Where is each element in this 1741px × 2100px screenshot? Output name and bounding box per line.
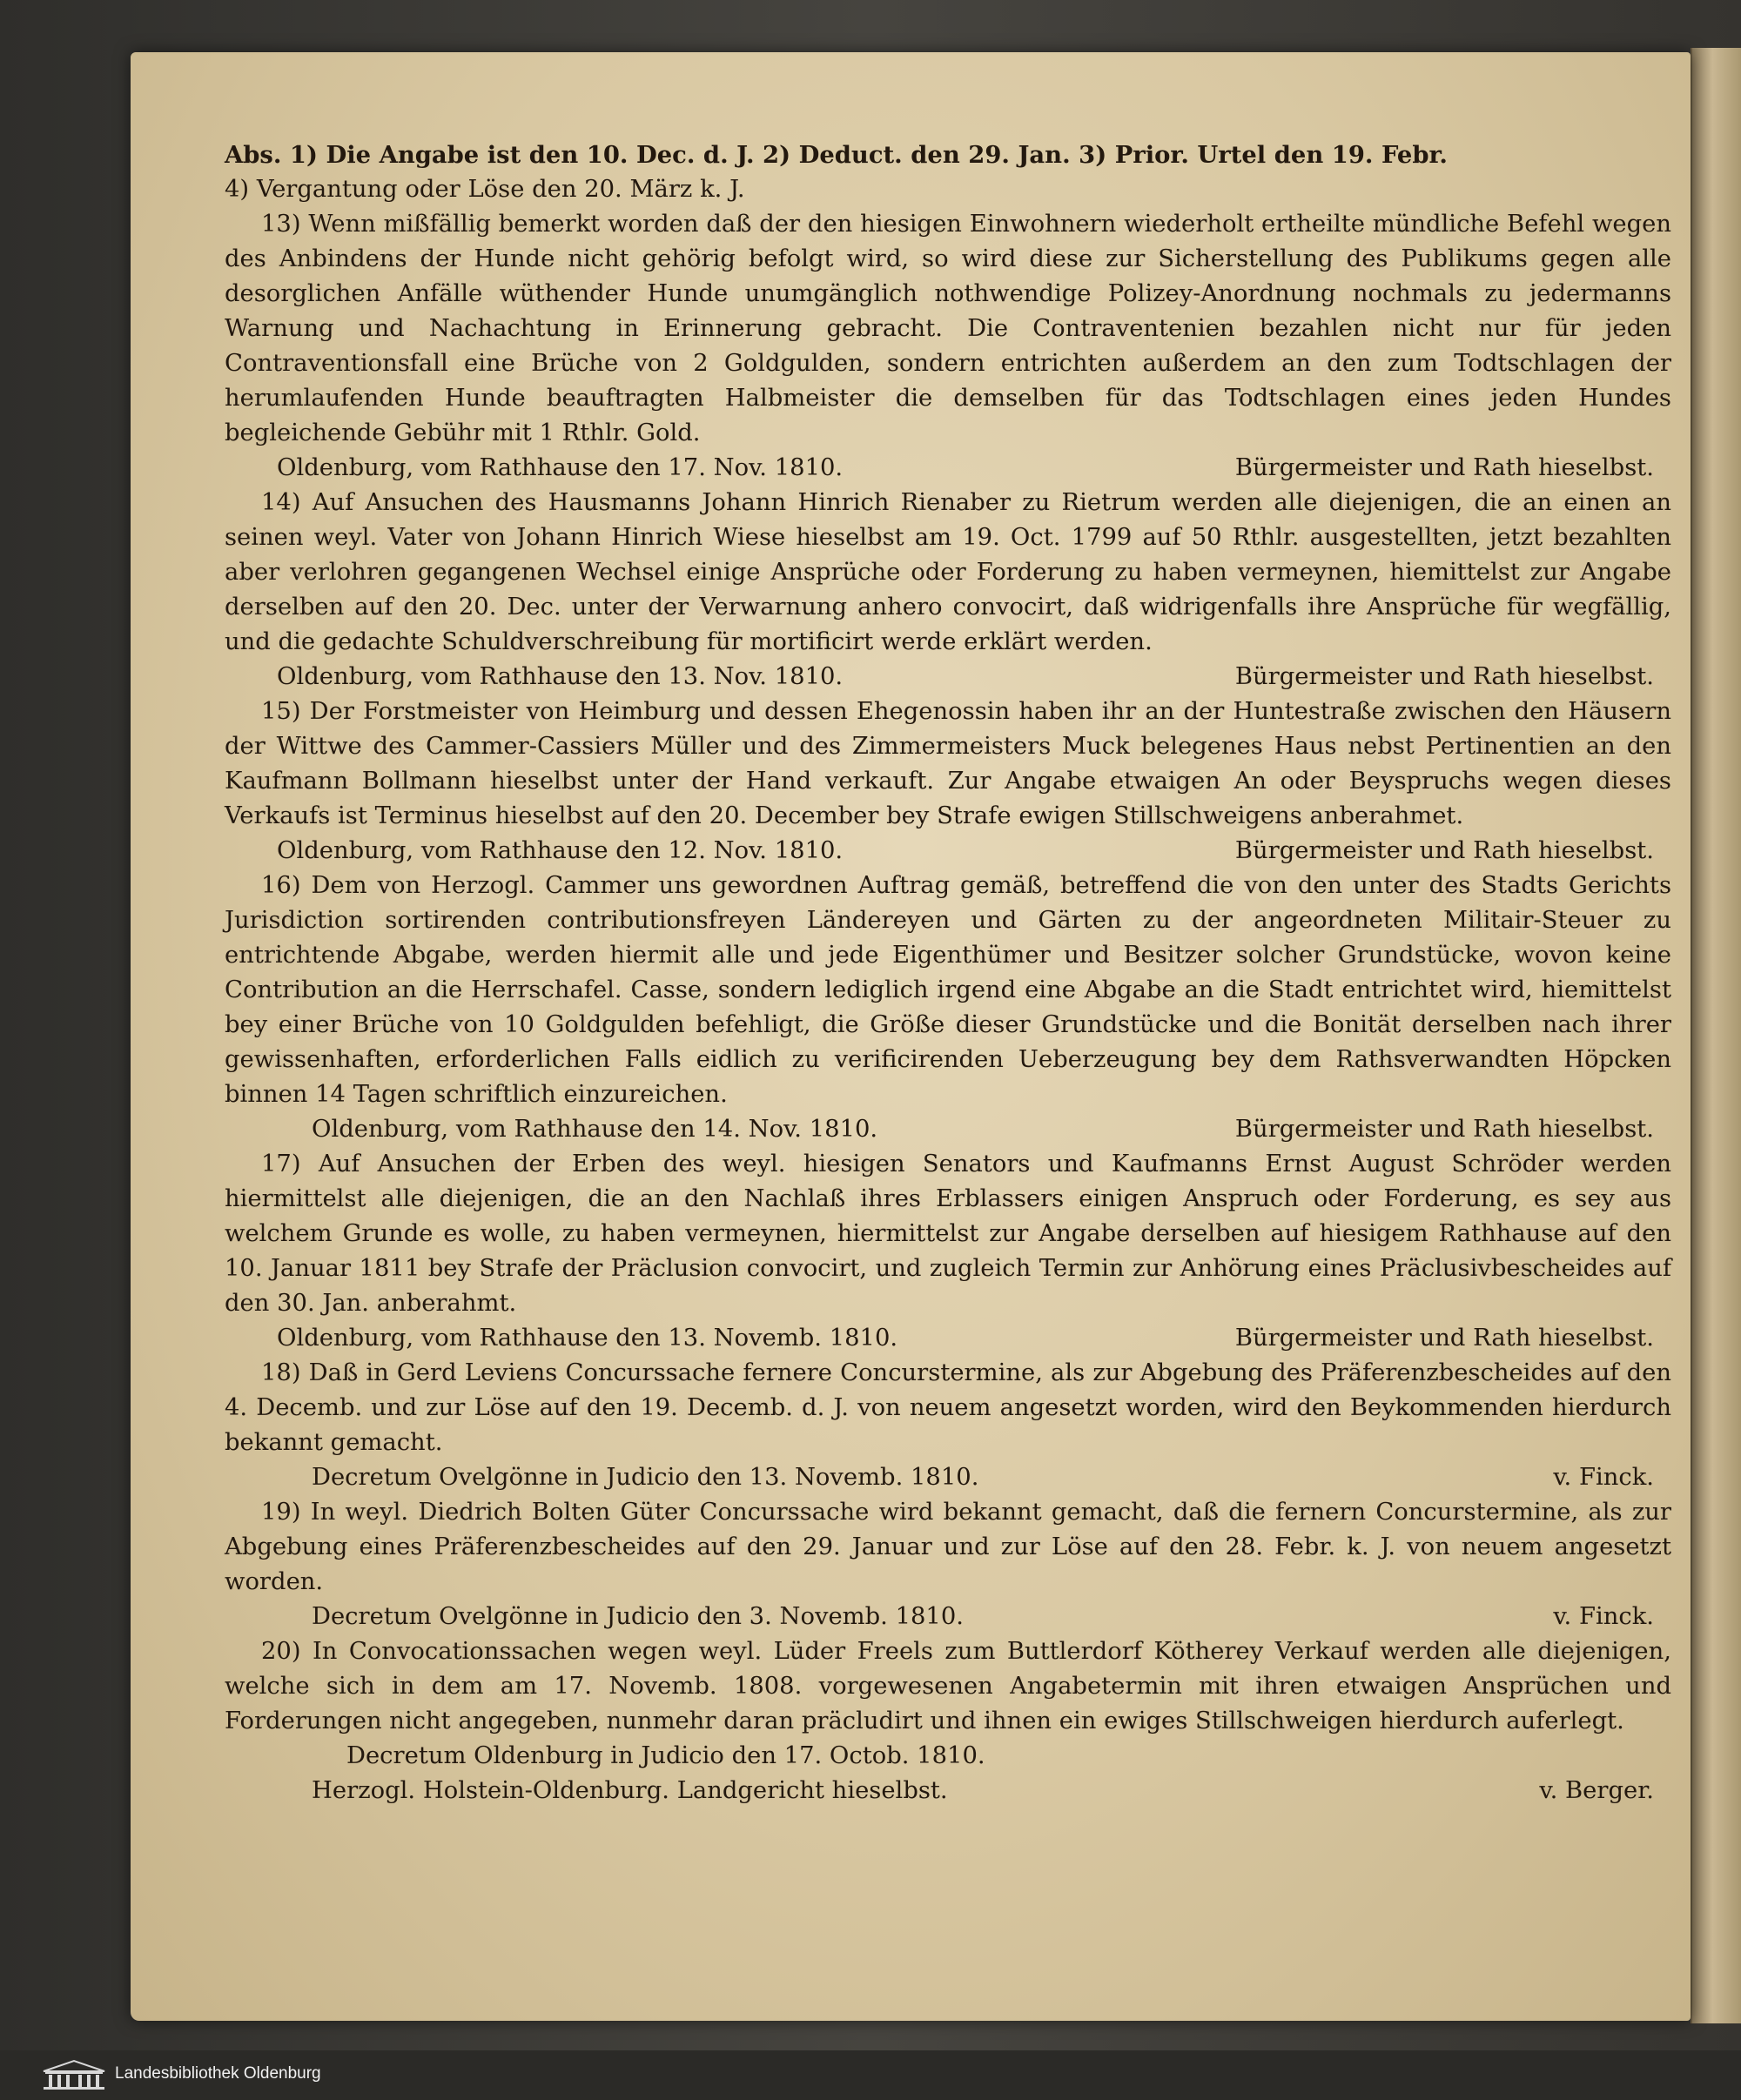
notice-13 — [225, 207, 1671, 486]
notice-signature — [225, 1460, 1671, 1495]
notice-16 — [225, 869, 1671, 1147]
notice-text: 17) Auf Ansuchen der Erben des weyl. hiesigen Senators und Kaufmanns Ernst August Schröder werden hiermittelst alle diejenigen, die an den Nachlaß ihres Erblassers einigen Anspruch oder Forderung, es sey aus welchem Grunde es wolle, zu haben vermeynen, hiermittelst zur Angabe derselben auf hiesigem Rathhause auf den 10. Januar 1811 bey Strafe der Präclusion convocirt, und zugleich Termin zur Anhörung eines Präclusivbescheides auf den 30. Jan. anberahmt. — [225, 1151, 1671, 1317]
notice-signer: Bürgermeister und Rath hieselbst. — [1234, 1116, 1654, 1143]
notice-signer: v. Berger. — [1539, 1777, 1654, 1804]
notice-place-date: Decretum Ovelgönne in Judicio den 3. Novemb. 1810. — [312, 1603, 964, 1630]
adjacent-page-edge — [1691, 48, 1741, 2023]
notice-signer: Bürgermeister und Rath hieselbst. — [1234, 1325, 1654, 1352]
notice-signer: Bürgermeister und Rath hieselbst. — [1234, 663, 1654, 690]
notice-text: 16) Dem von Herzogl. Cammer uns gewordnen Auftrag gemäß, betreffend die von den unter des Stadts Gerichts Jurisdiction sortirenden contributionsfreyen Ländereyen und Gärten zu der angeordneten Militair-Steuer zu entrichtende Abgabe, werden hiermit alle und jede Eigenthümer und Besitzer solcher Grundstücke, wovon keine Contribution an die Herrschafel. Casse, sondern lediglich irgend eine Abgabe an die Stadt entrichtet wird, hiemittelst bey einer Brüche von 10 Goldgulden befehligt, die Größe dieser Grundstücke und die Bonität derselben nach ihrer gewissenhaften, erforderlichen Falls eidlich zu verificirenden Ueberzeugung bey dem Rathsverwandten Höpcken binnen 14 Tagen schriftlich einzureichen. — [225, 872, 1671, 1108]
notice-place-date: Oldenburg, vom Rathhause den 14. Nov. 1810. — [312, 1116, 878, 1143]
header-line-continued: 4) Vergantung oder Löse den 20. März k. J. — [225, 176, 745, 203]
notice-place-date: Decretum Oldenburg in Judicio den 17. Octob. 1810. — [346, 1742, 985, 1769]
notice-place-date: Decretum Ovelgönne in Judicio den 13. Novemb. 1810. — [312, 1464, 979, 1491]
notice-text: 15) Der Forstmeister von Heimburg und dessen Ehegenossin haben ihr an der Huntestraße zwischen den Häusern der Wittwe des Cammer-Cassiers Müller und des Zimmermeisters Muck belegenes Haus nebst Pertinentien an den Kaufmann Bollmann hieselbst unter der Hand verkauft. Zur Angabe etwaigen An oder Beyspruchs wegen dieses Verkaufs ist Terminus hieselbst auf den 20. December bey Strafe ewigen Stillschweigens anberahmet. — [225, 698, 1671, 829]
notice-place-date: Oldenburg, vom Rathhause den 13. Novemb. 1810. — [277, 1325, 898, 1352]
notice-signer: v. Finck. — [1553, 1603, 1654, 1630]
notice-place-date: Oldenburg, vom Rathhause den 12. Nov. 1810. — [277, 837, 844, 864]
notice-signature — [225, 1112, 1671, 1147]
notice-18 — [225, 1356, 1671, 1495]
notice-signature — [225, 1321, 1671, 1356]
library-building-icon — [40, 2059, 108, 2090]
notice-court: Herzogl. Holstein-Oldenburg. Landgericht hieselbst. — [312, 1777, 948, 1804]
notice-19 — [225, 1495, 1671, 1634]
notice-15 — [225, 694, 1671, 869]
notice-text: 19) In weyl. Diedrich Bolten Güter Concurssache wird bekannt gemacht, daß die fernern Concurstermine, als zur Abgebung eines Präferenzbescheides auf den 29. Januar und zur Löse auf den 28. Febr. k. J. von neuem angesetzt worden. — [225, 1499, 1671, 1595]
notice-signature — [225, 451, 1671, 486]
notice-signature — [225, 660, 1671, 694]
notice-signature — [225, 1774, 1671, 1808]
notice-20 — [225, 1634, 1671, 1808]
notice-text: 18) Daß in Gerd Leviens Concurssache fernere Concurstermine, als zur Abgebung des Präferenzbescheides auf den 4. Decemb. und zur Löse auf den 19. Decemb. d. J. von neuem angesetzt worden, wird den Beykommenden hierdurch bekannt gemacht. — [225, 1359, 1671, 1456]
notice-14 — [225, 486, 1671, 694]
header-line: Abs. 1) Die Angabe ist den 10. Dec. d. J. 2) Deduct. den 29. Jan. 3) Prior. Urtel den 19. Febr. — [225, 141, 1448, 169]
notice-signer: Bürgermeister und Rath hieselbst. — [1234, 837, 1654, 864]
library-name: Landesbibliothek Oldenburg — [115, 2064, 321, 2083]
notice-signer: v. Finck. — [1553, 1464, 1654, 1491]
notice-signature — [225, 1600, 1671, 1634]
notice-signer: Bürgermeister und Rath hieselbst. — [1234, 454, 1654, 481]
page-content — [225, 138, 1671, 1808]
notice-place-date: Oldenburg, vom Rathhause den 17. Nov. 1810. — [277, 454, 844, 481]
notice-17 — [225, 1147, 1671, 1356]
notice-text: 14) Auf Ansuchen des Hausmanns Johann Hinrich Rienaber zu Rietrum werden alle diejenigen, die an einen an seinen weyl. Vater von Johann Hinrich Wiese hieselbst am 19. Oct. 1799 auf 50 Rthlr. ausgestellten, jetzt bezahlten aber verlohren gegangenen Wechsel einige Ansprüche oder Forderung zu haben vermeynen, hiemittelst zur Angabe derselben auf den 20. Dec. unter der Verwarnung anhero convocirt, daß widrigenfalls ihre Ansprüche für wegfällig, und die gedachte Schuldverschreibung für mortificirt werde erklärt werden. — [225, 489, 1671, 655]
notice-signature — [225, 834, 1671, 869]
notice-text: 20) In Convocationssachen wegen weyl. Lüder Freels zum Buttlerdorf Kötherey Verkauf werden alle diejenigen, welche sich in dem am 17. Novemb. 1808. vorgewesenen Angabetermin mit ihren etwaigen Ansprüchen und Forderungen nicht angegeben, nunmehr daran präcludirt und ihnen ein ewiges Stillschweigen hierdurch auferlegt. — [225, 1638, 1671, 1734]
notice-text: 13) Wenn mißfällig bemerkt worden daß der den hiesigen Einwohnern wiederholt ertheilte mündliche Befehl wegen des Anbindens der Hunde nicht gehörig befolgt wird, so wird diese zur Sicherstellung des Publikums gegen alle desorglichen Anfälle wüthender Hunde unumgänglich nothwendige Polizey-Anordnung nochmals zu jedermanns Warnung und Nachachtung in Erinnerung gebracht. Die Contraventenien bezahlen nicht nur für jeden Contraventionsfall eine Brüche von 2 Goldgulden, sondern entrichten außerdem an den zum Todtschlagen der herumlaufenden Hunde beauftragten Halbmeister die demselben für das Todtschlagen eines jeden Hundes begleichende Gebühr mit 1 Rthlr. Gold. — [225, 211, 1671, 446]
notice-place-date: Oldenburg, vom Rathhause den 13. Nov. 1810. — [277, 663, 844, 690]
notice-decree — [225, 1739, 1671, 1774]
